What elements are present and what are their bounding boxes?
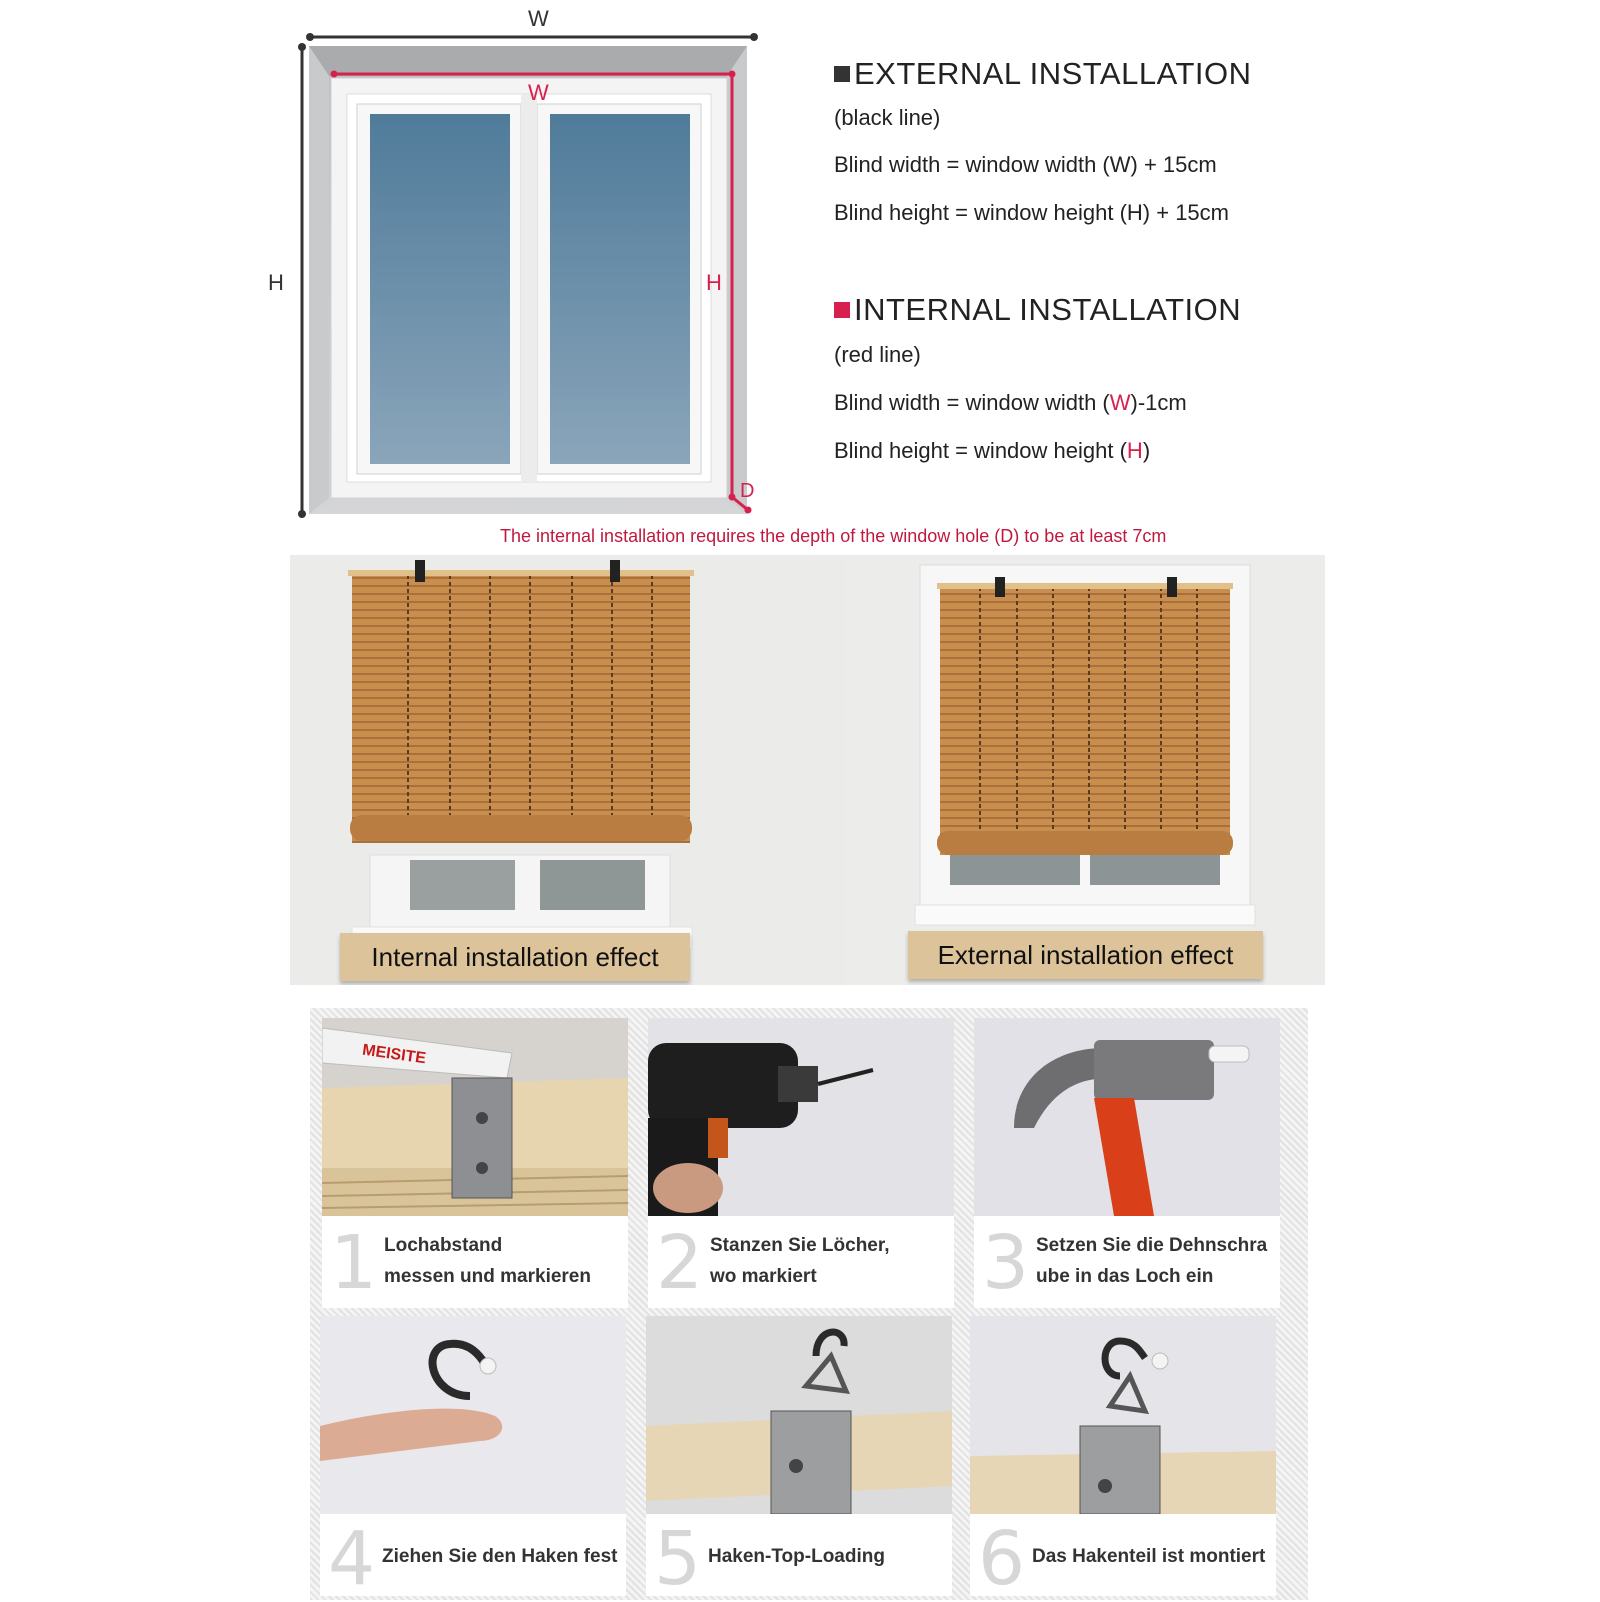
step-2-caption-line1: Stanzen Sie Löcher,	[710, 1235, 890, 1256]
external-width-rule: Blind width = window width (W) + 15cm	[834, 152, 1217, 177]
step-5	[646, 1316, 952, 1602]
marker-brand-label: MEISITE	[361, 1041, 427, 1068]
internal-effect-label: Internal installation effect	[340, 933, 690, 981]
depth-label: D	[740, 480, 755, 502]
outer-height-label: H	[268, 270, 284, 295]
step-1-photo	[322, 1018, 628, 1216]
step-3-photo	[974, 1018, 1280, 1216]
step-5-caption: Haken-Top-Loading	[708, 1546, 885, 1567]
external-installation-title: EXTERNAL INSTALLATION	[834, 56, 1252, 92]
step-4-caption: Ziehen Sie den Haken fest	[382, 1546, 618, 1567]
step-1-number: 1	[330, 1220, 378, 1306]
step-1-caption-line2: messen und markieren	[384, 1266, 591, 1287]
internal-subtitle: (red line)	[834, 342, 921, 367]
window-diagram	[0, 0, 780, 540]
black-square-icon	[834, 66, 850, 82]
inner-width-label: W	[528, 80, 549, 105]
step-4	[320, 1316, 626, 1602]
step-6-photo	[970, 1316, 1276, 1514]
left-glass-pane	[370, 114, 510, 464]
measurement-diagram	[0, 0, 1600, 550]
depth-requirement-note: The internal installation requires the depth of the window hole (D) to be at least 7cm	[500, 526, 1167, 546]
step-3-caption-line2: ube in das Loch ein	[1036, 1266, 1214, 1287]
step-2-caption-line2: wo markiert	[710, 1266, 817, 1287]
outer-width-label: W	[528, 6, 549, 31]
external-effect-photo	[845, 555, 1325, 985]
internal-height-rule: Blind height = window height (H)	[834, 438, 1151, 463]
step-3-number: 3	[982, 1220, 1030, 1306]
step-1	[322, 1018, 628, 1308]
installation-effects	[290, 555, 1325, 985]
external-effect-label: External installation effect	[908, 931, 1263, 979]
step-3-caption-line1: Setzen Sie die Dehnschra	[1036, 1235, 1268, 1256]
step-1-caption-line1: Lochabstand	[384, 1235, 503, 1256]
step-6-number: 6	[978, 1516, 1026, 1602]
inner-height-label: H	[706, 270, 722, 295]
step-2-photo	[648, 1018, 954, 1216]
step-2-number: 2	[656, 1220, 704, 1306]
step-6	[970, 1316, 1276, 1602]
step-5-photo	[646, 1316, 952, 1514]
internal-effect-photo	[290, 555, 845, 985]
external-subtitle: (black line)	[834, 105, 941, 130]
right-glass-pane	[550, 114, 690, 464]
red-square-icon	[834, 302, 850, 318]
step-3	[974, 1018, 1280, 1308]
step-6-caption: Das Hakenteil ist montiert	[1032, 1546, 1266, 1567]
installation-steps	[310, 1008, 1308, 1600]
internal-installation-title: INTERNAL INSTALLATION	[834, 292, 1241, 328]
step-2	[648, 1018, 954, 1308]
step-5-number: 5	[654, 1516, 702, 1602]
external-height-rule: Blind height = window height (H) + 15cm	[834, 200, 1229, 225]
step-4-number: 4	[328, 1516, 376, 1602]
internal-width-rule: Blind width = window width (W)-1cm	[834, 390, 1187, 415]
step-4-photo	[320, 1316, 626, 1514]
